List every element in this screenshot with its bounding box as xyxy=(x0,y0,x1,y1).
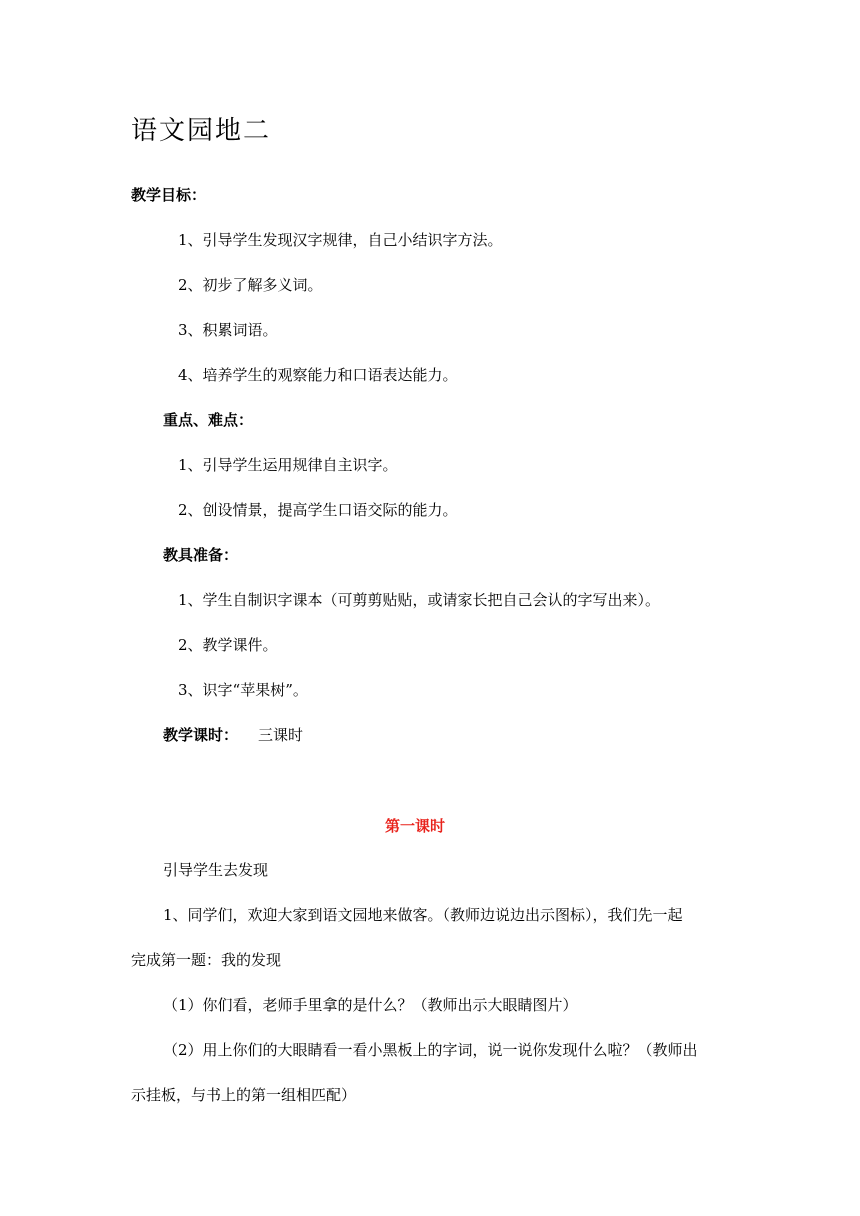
lesson-subheading: 引导学生去发现 xyxy=(163,861,269,879)
key-point-item: 1、引导学生运用规律自主识字。 xyxy=(178,456,398,474)
prep-heading: 教具准备： xyxy=(163,546,239,564)
paragraph-line: 示挂板，与书上的第一组相匹配） xyxy=(131,1086,357,1104)
goal-item: 3、积累词语。 xyxy=(178,321,278,339)
goal-item: 1、引导学生发现汉字规律，自己小结识字方法。 xyxy=(178,231,503,249)
paragraph-line: 1、同学们，欢迎大家到语文园地来做客。（教师边说边出示图标），我们先一起 xyxy=(163,906,683,924)
paragraph-line: 完成第一题：我的发现 xyxy=(131,951,282,969)
goal-item: 4、培养学生的观察能力和口语表达能力。 xyxy=(178,366,458,384)
goal-item: 2、初步了解多义词。 xyxy=(178,276,323,294)
key-points-heading: 重点、难点： xyxy=(163,411,254,429)
paragraph-line: （2）用上你们的大眼睛看一看小黑板上的字词，说一说你发现什么啦？（教师出 xyxy=(163,1041,698,1059)
prep-item: 1、学生自制识字课本（可剪剪贴贴，或请家长把自己会认的字写出来）。 xyxy=(178,591,661,609)
hours-value: 三课时 xyxy=(258,726,304,744)
lesson-heading: 第一课时 xyxy=(385,817,446,835)
paragraph-line: （1）你们看，老师手里拿的是什么？（教师出示大眼睛图片） xyxy=(163,996,578,1014)
page-title: 语文园地二 xyxy=(131,116,272,146)
prep-item: 3、识字“苹果树”。 xyxy=(178,681,308,699)
key-point-item: 2、创设情景，提高学生口语交际的能力。 xyxy=(178,501,458,519)
goals-heading: 教学目标： xyxy=(131,186,207,204)
prep-item: 2、教学课件。 xyxy=(178,636,278,654)
hours-label: 教学课时： xyxy=(163,726,239,744)
